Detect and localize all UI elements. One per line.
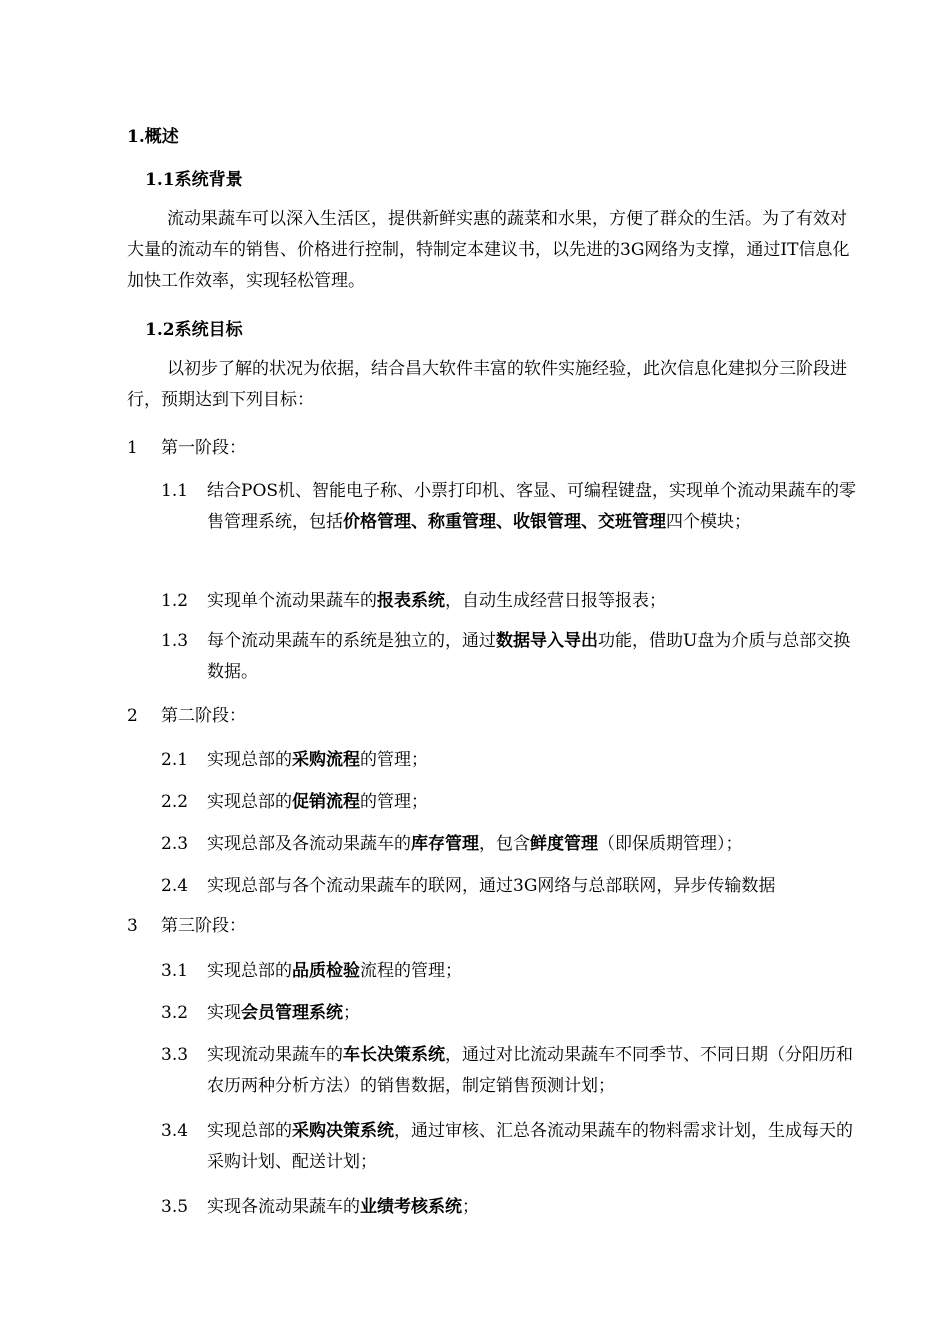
phase-1-heading: 1 第一阶段： — [127, 438, 246, 458]
list-item: 2.4 实现总部与各个流动果蔬车的联网，通过3G网络与总部联网，异步传输数据 — [161, 876, 776, 896]
list-item: 3.5 实现各流动果蔬车的业绩考核系统； — [161, 1197, 479, 1217]
list-item: 3.4 实现总部的采购决策系统，通过审核、汇总各流动果蔬车的物料需求计划，生成每天的采购计划、配送计划； — [161, 1121, 853, 1172]
list-item: 1.2 实现单个流动果蔬车的报表系统，自动生成经营日报等报表； — [161, 591, 666, 611]
list-item: 3.3 实现流动果蔬车的车长决策系统，通过对比流动果蔬车不同季节、不同日期（分阳历和农历两种分析方法）的销售数据，制定销售预测计划； — [161, 1045, 853, 1096]
phase-3-heading: 3 第三阶段： — [127, 916, 246, 936]
heading-system-background: 1.1系统背景 — [145, 170, 243, 190]
list-item: 1.3 每个流动果蔬车的系统是独立的，通过数据导入导出功能，借助U盘为介质与总部交换数据。 — [161, 631, 851, 682]
list-item: 2.2 实现总部的促销流程的管理； — [161, 792, 428, 812]
paragraph-background: 流动果蔬车可以深入生活区，提供新鲜实惠的蔬菜和水果，方便了群众的生活。为了有效对大量的流动车的销售、价格进行控制，特制定本建议书，以先进的3G网络为支撑，通过IT信息化加快工作效率，实现轻松管理。 — [127, 209, 850, 291]
list-item: 2.1 实现总部的采购流程的管理； — [161, 750, 428, 770]
list-item: 1.1 结合POS机、智能电子称、小票打印机、客显、可编程键盘，实现单个流动果蔬车的零售管理系统，包括价格管理、称重管理、收银管理、交班管理四个模块； — [161, 481, 857, 532]
phase-2-heading: 2 第二阶段： — [127, 706, 246, 726]
list-item: 3.2 实现会员管理系统； — [161, 1003, 360, 1023]
list-item: 2.3 实现总部及各流动果蔬车的库存管理，包含鲜度管理（即保质期管理）； — [161, 834, 743, 854]
heading-system-goals: 1.2系统目标 — [145, 320, 243, 340]
list-item: 3.1 实现总部的品质检验流程的管理； — [161, 961, 462, 981]
heading-overview: 1.概述 — [127, 127, 179, 147]
paragraph-goals: 以初步了解的状况为依据，结合昌大软件丰富的软件实施经验，此次信息化建拟分三阶段进行，预期达到下列目标： — [127, 359, 847, 410]
